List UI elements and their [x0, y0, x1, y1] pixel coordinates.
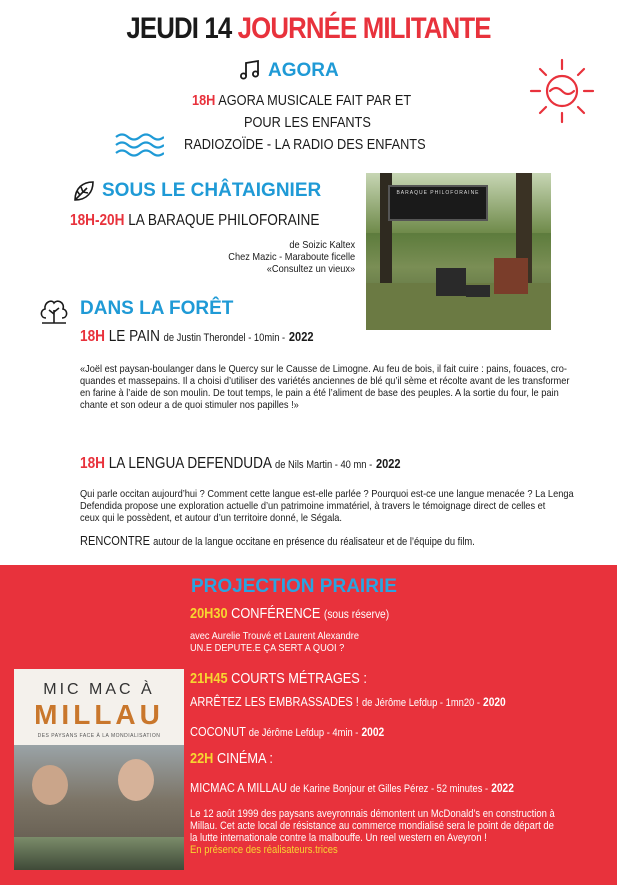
- cinema-label: CINÉMA :: [216, 750, 273, 767]
- face-left: [32, 765, 68, 805]
- agora-line2: POUR LES ENFANTS: [244, 114, 371, 131]
- conf-note: (sous réserve): [323, 607, 390, 621]
- armchair: [494, 258, 528, 294]
- sign-board: [388, 185, 488, 221]
- page-title: [43, 12, 574, 46]
- film2-time: 18H: [80, 455, 105, 472]
- film1-desc4: chante et son odeur a de quoi stimuler nos papilles !»: [80, 399, 299, 411]
- face-right: [118, 759, 154, 801]
- film1-desc3: en farine à l’aide de son moulin. De tout temps, le pain a été l’aliment de base des peuples. A la sortie du four, le pain: [80, 387, 559, 399]
- courts-time: 21H45: [190, 670, 228, 687]
- chataignier-credit3: «Consultez un vieux»: [266, 263, 355, 275]
- cinema-header: [190, 750, 273, 767]
- film-desc1: Le 12 août 1999 des paysans aveyronnais démontent un McDonald’s en construction à: [190, 808, 555, 820]
- film2-header: [80, 455, 401, 473]
- agora-text1: AGORA MUSICALE FAIT PAR ET: [218, 92, 412, 109]
- film1-by: de Justin Therondel - 10min -: [163, 332, 286, 344]
- film-desc2: Millau. Cet acte local de résistance au commerce mondialisé sera le point de départ de: [190, 820, 554, 832]
- cinema-time: 22H: [190, 750, 214, 767]
- film2-desc1: Qui parle occitan aujourd’hui ? Comment cette langue est-elle parlée ? Pourquoi est-ce une langue menacée ? La Lenga: [80, 488, 574, 500]
- film-description: [190, 808, 555, 856]
- agora-heading: AGORA: [268, 60, 339, 81]
- chataignier-title: LA BARAQUE PHILOFORAINE: [128, 212, 320, 229]
- film-poster: [14, 669, 184, 870]
- film2-description: [80, 488, 590, 524]
- agora-line3: RADIOZOÏDE - LA RADIO DES ENFANTS: [184, 136, 426, 153]
- court2-title: COCONUT: [190, 724, 246, 739]
- conf-time: 20H30: [190, 605, 228, 622]
- chataignier-credits: [228, 239, 355, 275]
- forest-photo: [366, 173, 551, 330]
- film-year: 2022: [491, 781, 514, 795]
- film-desc4: En présence des réalisateurs.trices: [190, 844, 338, 856]
- music-note-icon: [238, 58, 262, 82]
- box: [466, 285, 490, 297]
- film2-desc2: Defendida propose une exploration actuelle d’un patrimoine immatériel, à travers le témoignage direct de celles et: [80, 500, 546, 512]
- chataignier-credit2: Chez Mazic - Maraboute ficelle: [228, 251, 355, 263]
- poster-line3: DES PAYSANS FACE À LA MONDIALISATION: [37, 733, 161, 739]
- title-theme: JOURNÉE MILITANTE: [237, 12, 491, 45]
- film2-year: 2022: [375, 456, 401, 471]
- court2-by: de Jérôme Lefdup - 4min -: [248, 727, 359, 739]
- agora-line1: [192, 92, 411, 109]
- film-by: de Karine Bonjour et Gilles Pérez - 52 minutes -: [290, 783, 489, 795]
- sign-text: BARAQUE PHILOFORAINE: [396, 190, 480, 196]
- conf-details: [190, 630, 359, 654]
- court1-title: ARRÊTEZ LES EMBRASSADES !: [190, 694, 359, 709]
- court1-by: de Jérôme Lefdup - 1mn20 -: [361, 697, 480, 709]
- conf-title: UN.E DEPUTE.E ÇA SERT A QUOI ?: [190, 642, 345, 654]
- film2-title: LA LENGUA DEFENDUDA: [108, 455, 272, 472]
- agora-time: 18H: [192, 92, 216, 109]
- rencontre-line: [80, 533, 475, 548]
- rencontre-text: autour de la langue occitane en présence du réalisateur et de l’équipe du film.: [153, 536, 475, 548]
- film1-header: [80, 328, 313, 346]
- chataignier-event: [70, 212, 319, 230]
- film-title: MICMAC A MILLAU: [190, 780, 288, 795]
- court2-year: 2002: [361, 725, 385, 739]
- courts-label: COURTS MÉTRAGES :: [231, 670, 367, 687]
- title-day: JEUDI 14: [126, 12, 232, 45]
- foret-heading: DANS LA FORÊT: [80, 298, 234, 319]
- court1: [190, 694, 506, 709]
- court2: [190, 724, 384, 739]
- poster-photo: [14, 745, 184, 870]
- conf-with: avec Aurelie Trouvé et Laurent Alexandre: [190, 630, 360, 642]
- tree-icon: [38, 296, 70, 326]
- film1-title: LE PAIN: [108, 328, 160, 345]
- poster-line1: MIC MAC À: [43, 681, 155, 698]
- conf-header: [190, 605, 389, 622]
- prairie-heading: PROJECTION PRAIRIE: [191, 576, 397, 597]
- leaf-icon: [71, 178, 97, 204]
- film1-desc2: quandes et massepains. Il a choisi d’utiliser des variétés anciennes de blé qu’il sème et récolte avant de les transformer: [80, 375, 570, 387]
- barrel: [436, 268, 466, 296]
- chataignier-heading: SOUS LE CHÂTAIGNIER: [102, 180, 322, 201]
- film2-by: de Nils Martin - 40 mn -: [275, 459, 373, 471]
- film1-time: 18H: [80, 328, 105, 345]
- rencontre-label: RENCONTRE: [80, 533, 150, 548]
- chataignier-time: 18H-20H: [70, 212, 125, 229]
- court1-year: 2020: [483, 695, 506, 709]
- film-desc3: la lutte internationale contre la malbouffe. Un reel western en Aveyron !: [190, 832, 487, 844]
- courts-header: [190, 670, 367, 687]
- film1-desc1: «Joël est paysan-boulanger dans le Quercy sur le Causse de Limogne. Au feu de bois, il fait cuire : pains, fouaces, cro-: [80, 363, 567, 375]
- film2-desc3: ceux qui le possèdent, et autour d’un territoire donné, le Ségala.: [80, 512, 342, 524]
- chataignier-credit1: de Soizic Kaltex: [289, 239, 355, 251]
- film1-year: 2022: [288, 329, 314, 344]
- sun-icon: [527, 56, 597, 126]
- landscape: [14, 837, 184, 870]
- film1-description: [80, 363, 599, 411]
- poster-line2: MILLAU: [34, 699, 164, 730]
- film-line: [190, 780, 514, 795]
- waves-icon: [114, 132, 164, 158]
- conf-label: CONFÉRENCE: [231, 605, 321, 622]
